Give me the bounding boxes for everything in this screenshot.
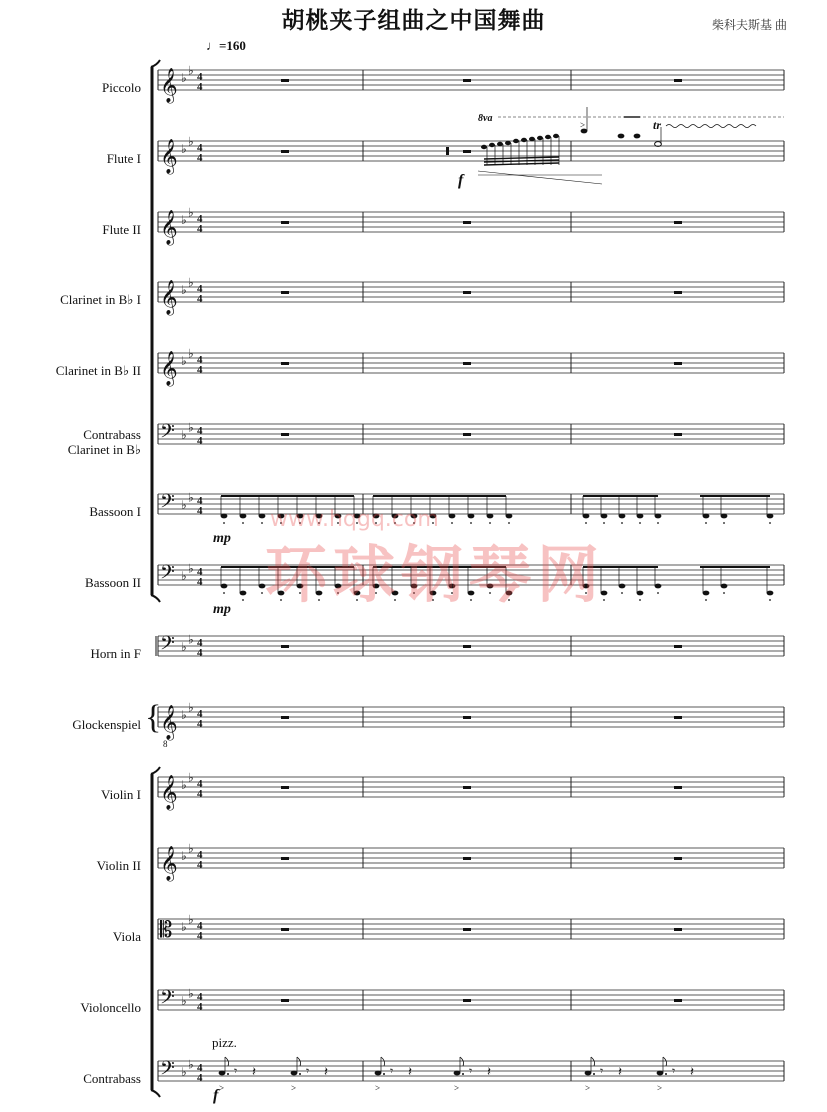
instrument-name: Contrabass Clarinet in B♭ <box>67 427 141 457</box>
note-head <box>634 134 641 139</box>
time-signature-top: 4 <box>197 71 203 83</box>
time-signature-bottom: 4 <box>197 293 203 305</box>
note-head <box>481 145 487 149</box>
flat-sign-icon: ♭ <box>181 283 187 297</box>
note-head <box>489 143 495 147</box>
flat-sign-icon: ♭ <box>181 920 187 934</box>
note-head <box>449 514 456 519</box>
time-signature-bottom: 4 <box>197 788 203 800</box>
flat-sign-icon: ♭ <box>188 841 194 856</box>
note-head <box>468 514 475 519</box>
staccato-dot <box>639 599 641 601</box>
augmentation-dot <box>227 1073 229 1075</box>
woodwind-bracket-bottom-hook <box>151 595 160 602</box>
augmentation-dot <box>665 1073 667 1075</box>
note-head <box>505 141 511 145</box>
whole-rest <box>463 928 471 931</box>
bass-clef-icon: 𝄢 <box>160 421 175 446</box>
flat-sign-icon: ♭ <box>188 420 194 435</box>
trill-extension <box>666 125 756 128</box>
bass-clef-icon: 𝄢 <box>160 491 175 516</box>
note-head <box>721 514 728 519</box>
quarter-rest-icon: 𝄽 <box>487 1064 491 1079</box>
whole-rest <box>281 291 289 294</box>
whole-rest <box>281 857 289 860</box>
note-head <box>767 591 774 596</box>
note-flag <box>297 1057 301 1066</box>
crescendo-hairpin <box>478 171 602 184</box>
note-head <box>529 137 535 141</box>
staccato-dot <box>657 522 659 524</box>
treble-clef-icon: 𝄞 <box>160 140 178 173</box>
time-signature-bottom: 4 <box>197 223 203 235</box>
whole-rest <box>674 857 682 860</box>
quarter-rest-icon: 𝄽 <box>408 1064 412 1079</box>
note-flag <box>381 1057 385 1066</box>
flat-sign-icon: ♭ <box>188 63 194 78</box>
staccato-dot <box>603 522 605 524</box>
flat-sign-icon: ♭ <box>181 778 187 792</box>
time-signature-top: 4 <box>197 778 203 790</box>
time-signature-top: 4 <box>197 1062 203 1074</box>
staccato-dot <box>723 592 725 594</box>
augmentation-dot <box>462 1073 464 1075</box>
staccato-dot <box>621 592 623 594</box>
instrument-name: Flute II <box>102 222 141 237</box>
note-head <box>619 584 626 589</box>
note-flag <box>663 1057 667 1066</box>
augmentation-dot <box>593 1073 595 1075</box>
instrument-name: Glockenspiel <box>72 717 141 732</box>
flat-sign-icon: ♭ <box>188 912 194 927</box>
note-head <box>553 134 559 138</box>
whole-rest <box>281 716 289 719</box>
string-bracket-bottom-hook <box>151 1090 160 1097</box>
time-signature-bottom: 4 <box>197 435 203 447</box>
staccato-dot <box>639 522 641 524</box>
dynamic-forte: f <box>458 172 464 189</box>
flat-sign-icon: ♭ <box>181 71 187 85</box>
time-signature-top: 4 <box>197 283 203 295</box>
time-signature-bottom: 4 <box>197 152 203 164</box>
staccato-dot <box>489 522 491 524</box>
instrument-name: Bassoon II <box>85 575 141 590</box>
time-signature-top: 4 <box>197 566 203 578</box>
staccato-dot <box>242 599 244 601</box>
instrument-name: Horn in F <box>90 646 141 661</box>
time-signature-bottom: 4 <box>197 81 203 93</box>
flat-sign-icon: ♭ <box>188 490 194 505</box>
whole-rest <box>674 291 682 294</box>
whole-rest <box>281 150 289 153</box>
glockenspiel-brace-icon: { <box>145 699 162 736</box>
eighth-rest-icon: 𝄾 <box>600 1064 604 1078</box>
staccato-dot <box>585 522 587 524</box>
time-signature-top: 4 <box>197 213 203 225</box>
note-head <box>537 136 543 140</box>
flat-sign-icon: ♭ <box>188 275 194 290</box>
staccato-dot <box>657 592 659 594</box>
note-head <box>497 142 503 146</box>
treble-clef-icon: 𝄞 <box>160 847 178 880</box>
whole-rest <box>281 645 289 648</box>
note-head <box>767 514 774 519</box>
time-signature-bottom: 4 <box>197 930 203 942</box>
flat-sign-icon: ♭ <box>181 708 187 722</box>
note-head <box>703 591 710 596</box>
note-head <box>637 514 644 519</box>
note-head <box>585 1071 592 1076</box>
staccato-dot <box>470 522 472 524</box>
treble-clef-icon: 𝄞 <box>160 776 178 809</box>
augmentation-dot <box>299 1073 301 1075</box>
whole-rest <box>463 433 471 436</box>
instrument-name: Violin II <box>96 858 141 873</box>
bass-clef-icon: 𝄢 <box>160 1058 175 1083</box>
staccato-dot <box>261 592 263 594</box>
flat-sign-icon: ♭ <box>188 700 194 715</box>
note-head <box>454 1071 461 1076</box>
whole-rest <box>674 645 682 648</box>
note-head <box>219 1071 226 1076</box>
time-signature-bottom: 4 <box>197 718 203 730</box>
flat-sign-icon: ♭ <box>188 632 194 647</box>
dynamic-mezzo-piano: mp <box>213 531 231 546</box>
flat-sign-icon: ♭ <box>188 770 194 785</box>
whole-rest <box>674 716 682 719</box>
staccato-dot <box>769 599 771 601</box>
note-head <box>618 134 625 139</box>
alto-clef-icon: 𝄡 <box>160 917 173 942</box>
eighth-rest-icon: 𝄾 <box>390 1064 394 1078</box>
time-signature-top: 4 <box>197 142 203 154</box>
whole-rest <box>281 928 289 931</box>
instrument-name: Viola <box>112 929 141 944</box>
note-head <box>601 514 608 519</box>
note-head <box>221 514 228 519</box>
time-signature-top: 4 <box>197 991 203 1003</box>
flat-sign-icon: ♭ <box>188 986 194 1001</box>
trill-mark: tr <box>653 118 662 132</box>
whole-rest <box>463 786 471 789</box>
dynamic-mezzo-piano: mp <box>213 602 231 617</box>
whole-rest <box>463 79 471 82</box>
accent-mark: > <box>580 120 586 130</box>
flat-sign-icon: ♭ <box>181 428 187 442</box>
whole-rest <box>463 645 471 648</box>
instrument-name: Clarinet in B♭ I <box>60 292 141 307</box>
note-head <box>703 514 710 519</box>
whole-rest <box>674 433 682 436</box>
whole-rest <box>463 150 471 153</box>
note-head <box>513 139 519 143</box>
pizzicato-mark: pizz. <box>212 1035 237 1050</box>
flat-sign-icon: ♭ <box>181 849 187 863</box>
whole-rest <box>281 79 289 82</box>
time-signature-bottom: 4 <box>197 647 203 659</box>
whole-rest <box>281 786 289 789</box>
eighth-rest-icon: 𝄾 <box>672 1064 676 1078</box>
whole-rest <box>463 221 471 224</box>
bass-clef-icon: 𝄢 <box>160 633 175 658</box>
note-flag <box>225 1057 229 1066</box>
flat-sign-icon: ♭ <box>181 994 187 1008</box>
whole-rest <box>463 362 471 365</box>
staccato-dot <box>223 522 225 524</box>
flat-sign-icon: ♭ <box>181 498 187 512</box>
time-signature-bottom: 4 <box>197 859 203 871</box>
staccato-dot <box>705 599 707 601</box>
accent-mark: > <box>291 1083 297 1093</box>
quarter-rest-icon: 𝄽 <box>618 1064 622 1079</box>
accent-mark: > <box>219 1083 225 1093</box>
woodwind-bracket-top-hook <box>151 60 160 67</box>
note-head <box>637 591 644 596</box>
instrument-name: Clarinet in B♭ II <box>55 363 141 378</box>
eighth-rest-icon: 𝄾 <box>469 1064 473 1078</box>
instrument-name: Bassoon I <box>89 504 141 519</box>
note-head <box>291 1071 298 1076</box>
whole-rest <box>281 221 289 224</box>
flat-sign-icon: ♭ <box>188 346 194 361</box>
note-head <box>657 1071 664 1076</box>
instrument-name: Flute I <box>106 151 141 166</box>
bass-clef-icon: 𝄢 <box>160 562 175 587</box>
note-head <box>259 514 266 519</box>
time-signature-top: 4 <box>197 354 203 366</box>
note-head <box>487 514 494 519</box>
whole-rest <box>281 362 289 365</box>
accent-mark: > <box>454 1083 460 1093</box>
staccato-dot <box>261 522 263 524</box>
dynamic-forte: f <box>213 1087 219 1104</box>
note-head <box>221 584 228 589</box>
instrument-name: Violin I <box>100 787 141 802</box>
string-bracket-top-hook <box>151 767 160 774</box>
whole-rest <box>674 221 682 224</box>
flat-sign-icon: ♭ <box>188 134 194 149</box>
whole-rest <box>281 433 289 436</box>
instrument-name: Piccolo <box>102 80 141 95</box>
note-flag <box>460 1057 464 1066</box>
time-signature-top: 4 <box>197 920 203 932</box>
time-signature-bottom: 4 <box>197 364 203 376</box>
whole-rest <box>674 999 682 1002</box>
staccato-dot <box>242 522 244 524</box>
note-head <box>655 514 662 519</box>
eighth-rest-icon: 𝄾 <box>234 1064 238 1078</box>
composer-credit: 柴科夫斯基 曲 <box>711 18 787 32</box>
watermark-text: 环球钢琴网 <box>265 538 606 611</box>
treble-clef-icon: 𝄞 <box>160 706 178 739</box>
flat-sign-icon: ♭ <box>181 569 187 583</box>
staccato-dot <box>723 522 725 524</box>
quarter-rest-icon: 𝄽 <box>324 1064 328 1079</box>
score-title: 胡桃夹子组曲之中国舞曲 <box>281 8 546 33</box>
flat-sign-icon: ♭ <box>188 205 194 220</box>
whole-rest <box>674 79 682 82</box>
treble-clef-icon: 𝄞 <box>160 281 178 314</box>
time-signature-top: 4 <box>197 495 203 507</box>
whole-rest <box>463 857 471 860</box>
accent-mark: > <box>657 1083 663 1093</box>
quarter-rest-icon: 𝄽 <box>690 1064 694 1079</box>
treble-clef-icon: 𝄞 <box>160 69 178 102</box>
quarter-rest-icon: 𝄽 <box>252 1064 256 1079</box>
note-head <box>545 135 551 139</box>
time-signature-bottom: 4 <box>197 505 203 517</box>
tempo-value: =160 <box>219 38 246 53</box>
whole-rest <box>463 291 471 294</box>
whole-rest <box>674 786 682 789</box>
time-signature-bottom: 4 <box>197 1001 203 1013</box>
staccato-dot <box>223 592 225 594</box>
note-head <box>240 591 247 596</box>
note-head <box>375 1071 382 1076</box>
eighth-rest-icon: 𝄾 <box>306 1064 310 1078</box>
note-head <box>721 584 728 589</box>
time-signature-top: 4 <box>197 708 203 720</box>
note-head <box>240 514 247 519</box>
flat-sign-icon: ♭ <box>181 142 187 156</box>
note-head <box>655 584 662 589</box>
flat-sign-icon: ♭ <box>181 640 187 654</box>
bass-clef-icon: 𝄢 <box>160 987 175 1012</box>
note-head <box>583 514 590 519</box>
time-signature-bottom: 4 <box>197 1072 203 1084</box>
staccato-dot <box>705 522 707 524</box>
augmentation-dot <box>383 1073 385 1075</box>
staccato-dot <box>508 522 510 524</box>
treble-clef-icon: 𝄞 <box>160 211 178 244</box>
time-signature-top: 4 <box>197 425 203 437</box>
staccato-dot <box>451 522 453 524</box>
note-head <box>619 514 626 519</box>
accent-mark: > <box>375 1083 381 1093</box>
instrument-name: Contrabass <box>83 1071 141 1086</box>
octave-eight-mark: 8 <box>163 739 168 749</box>
flat-sign-icon: ♭ <box>188 561 194 576</box>
whole-rest <box>674 362 682 365</box>
whole-rest <box>674 928 682 931</box>
whole-rest <box>463 716 471 719</box>
flat-sign-icon: ♭ <box>181 213 187 227</box>
time-signature-bottom: 4 <box>197 576 203 588</box>
treble-clef-icon: 𝄞 <box>160 352 178 385</box>
whole-rest <box>463 999 471 1002</box>
quarter-rest <box>446 147 449 155</box>
flat-sign-icon: ♭ <box>188 1057 194 1072</box>
ottava-mark: 8va <box>478 113 493 124</box>
time-signature-top: 4 <box>197 637 203 649</box>
instrument-name: Violoncello <box>80 1000 141 1015</box>
note-head <box>521 138 527 142</box>
flat-sign-icon: ♭ <box>181 1065 187 1079</box>
accent-mark: > <box>585 1083 591 1093</box>
note-head <box>506 514 513 519</box>
staccato-dot <box>769 522 771 524</box>
whole-rest <box>281 999 289 1002</box>
time-signature-top: 4 <box>197 849 203 861</box>
watermark-url: www.hqgq.com <box>270 507 439 532</box>
staccato-dot <box>621 522 623 524</box>
flat-sign-icon: ♭ <box>181 354 187 368</box>
note-flag <box>591 1057 595 1066</box>
quarter-note-icon: ♩ <box>206 38 219 53</box>
